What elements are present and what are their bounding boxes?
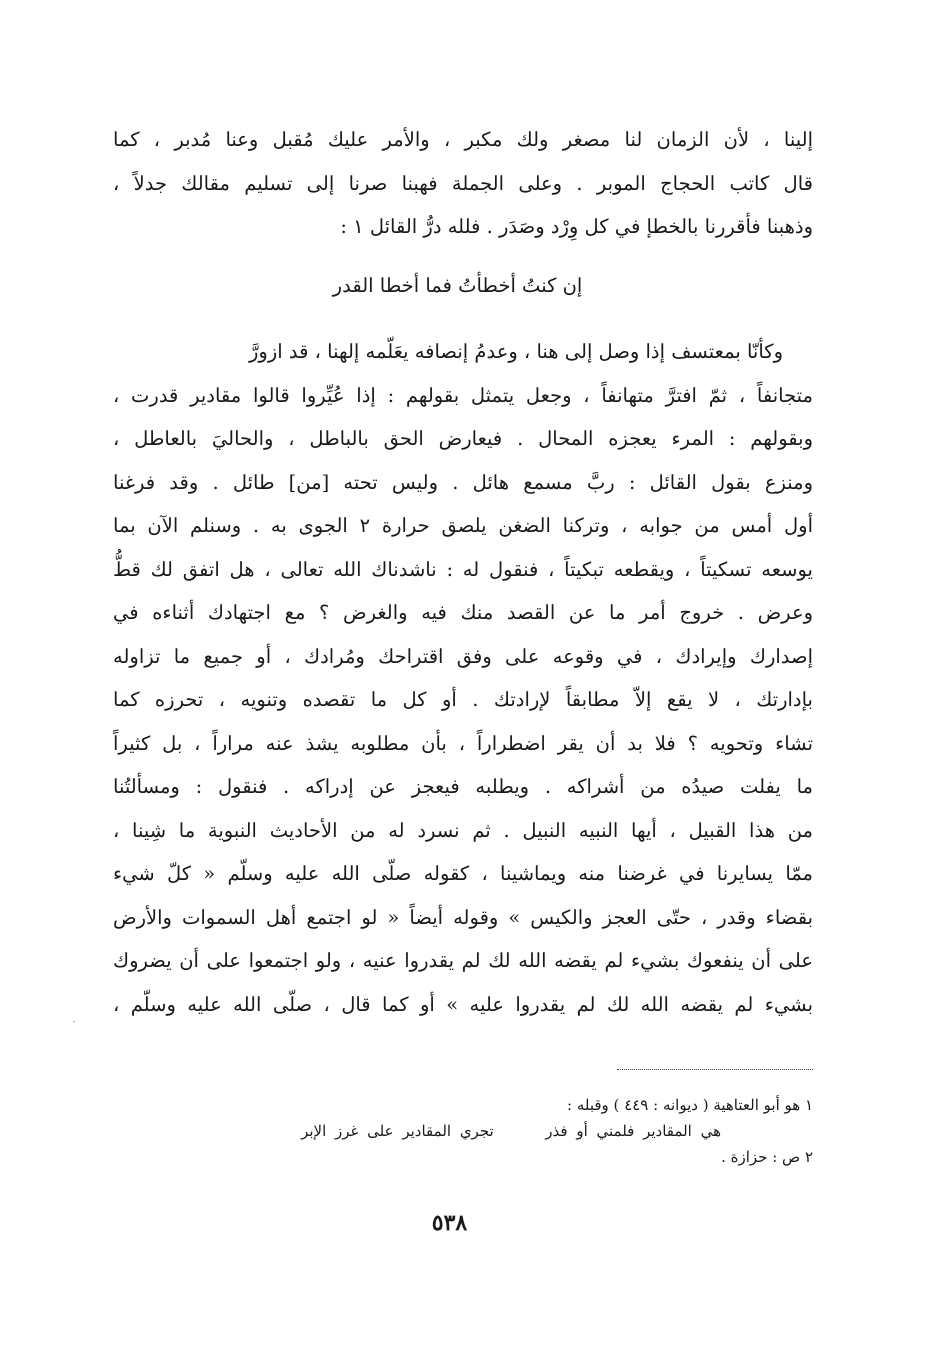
footnote-verse [113,1118,813,1144]
paragraph-1 [113,118,813,249]
margin-mark-icon: ˎ [72,1009,76,1023]
footnote-2: ٢ ص : حزازة . [721,1148,813,1166]
footnote-divider [617,1069,813,1070]
footnote-verse-first-hemistich: هي المقادير فلمني أو فذر [545,1122,721,1140]
paragraph-line: أول أمس من جوابه ، وتركنا الضغن يلصق حرارة ٢ الجوى به . وسنلم الآن بما [113,514,813,537]
quoted-verse [0,266,935,306]
paragraph-line: قال كاتب الحجاج الموبر . وعلى الجملة فهبنا صرنا إلى تسليم مقالك جدلاً ، [113,171,813,195]
paragraph-line: وبقولهم : المرء يعجزه المحال . فيعارض الحق بالباطل ، والحاليَ بالعاطل ، [113,427,813,450]
paragraph-line: متجانفاً ، ثمّ افترَّ متهانفاً ، وجعل يتمثل بقولهم : إذا عُيِّروا قالوا مقادير قدرت ، [113,383,813,407]
paragraph-line: إصدارك وإيرادك ، في وقوعه على وفق اقتراحك ومُرادك ، أو جميع ما تزاوله [113,644,813,668]
page-number [0,1208,935,1238]
page-number-text: ٥٣٨ [431,1210,468,1236]
paragraph-line: بشيء لم يقضه الله لك لم يقدروا عليه » أو كما قال ، صلّى الله عليه وسلّم ، [113,992,813,1016]
paragraph-line: وذهبنا فأقررنا بالخطإ في كل وِرْد وصَدَر . فلله درُّ القائل ١ : [340,215,813,238]
verse-text: إن كنتُ أخطأتُ فما أخطا القدر [332,274,583,297]
paragraph-2 [113,330,813,1026]
paragraph-line: إلينا ، لأن الزمان لنا مصغر ولك مكبر ، والأمر عليك مُقبل وعنا مُدبر ، كما [113,128,813,151]
paragraph-line: على أن ينفعوك بشيء لم يقضه الله لك لم يقدروا عنيه ، ولو اجتمعوا على أن يضروك [113,949,813,972]
paragraph-line: ما يفلت صيدُه من أشراكه . ويطلبه فيعجز عن إدراكه . فنقول : ومسألتُنا [113,775,813,798]
paragraph-line: بإدارتك ، لا يقع إلاّ مطابقاً لإرادتك . أو كل ما تقصده وتنويه ، تحرزه كما [113,688,813,711]
paragraph-line: وكأنّا بمعتسف إذا وصل إلى هنا ، وعدمُ إنصافه يعَلّمه إلهنا ، قد ازورَّ [249,340,783,363]
paragraph-line: بقضاء وقدر ، حتّى العجز والكيس » وقوله أيضاً « لو اجتمع أهل السموات والأرض [113,905,813,929]
footnotes [113,1092,813,1170]
footnote-verse-second-hemistich: تجري المقادير على غرز الإبر [301,1122,494,1140]
paragraph-line: يوسعه تسكيتاً ، ويقطعه تبكيتاً ، فنقول له : ناشدناك الله تعالى ، هل اتفق لك قطُّ [113,557,813,581]
footnote-1: ١ هو أبو العتاهية ( ديوانه : ٤٤٩ ) وقبله : [567,1096,813,1114]
paragraph-line: ممّا يسايرنا في غرضنا منه ويماشينا ، كقوله صلّى الله عليه وسلّم « كلّ شيء [113,862,813,885]
paragraph-line: تشاء وتحويه ؟ فلا بد أن يقر اضطراراً ، بأن مطلوبه يشذ عنه مراراً ، بل كثيراً [113,731,813,755]
paragraph-line: من هذا القبيل ، أيها النبيه النبيل . ثم نسرد له من الأحاديث النبوية ما شِينا ، [113,818,813,842]
paragraph-line: وعرض . خروج أمر ما عن القصد منك فيه والغرض ؟ مع اجتهادك أثناءه في [113,601,813,624]
paragraph-line: ومنزع بقول القائل : ربَّ مسمع هائل . وليس تحته [من] طائل . وقد فرغنا [113,470,813,494]
